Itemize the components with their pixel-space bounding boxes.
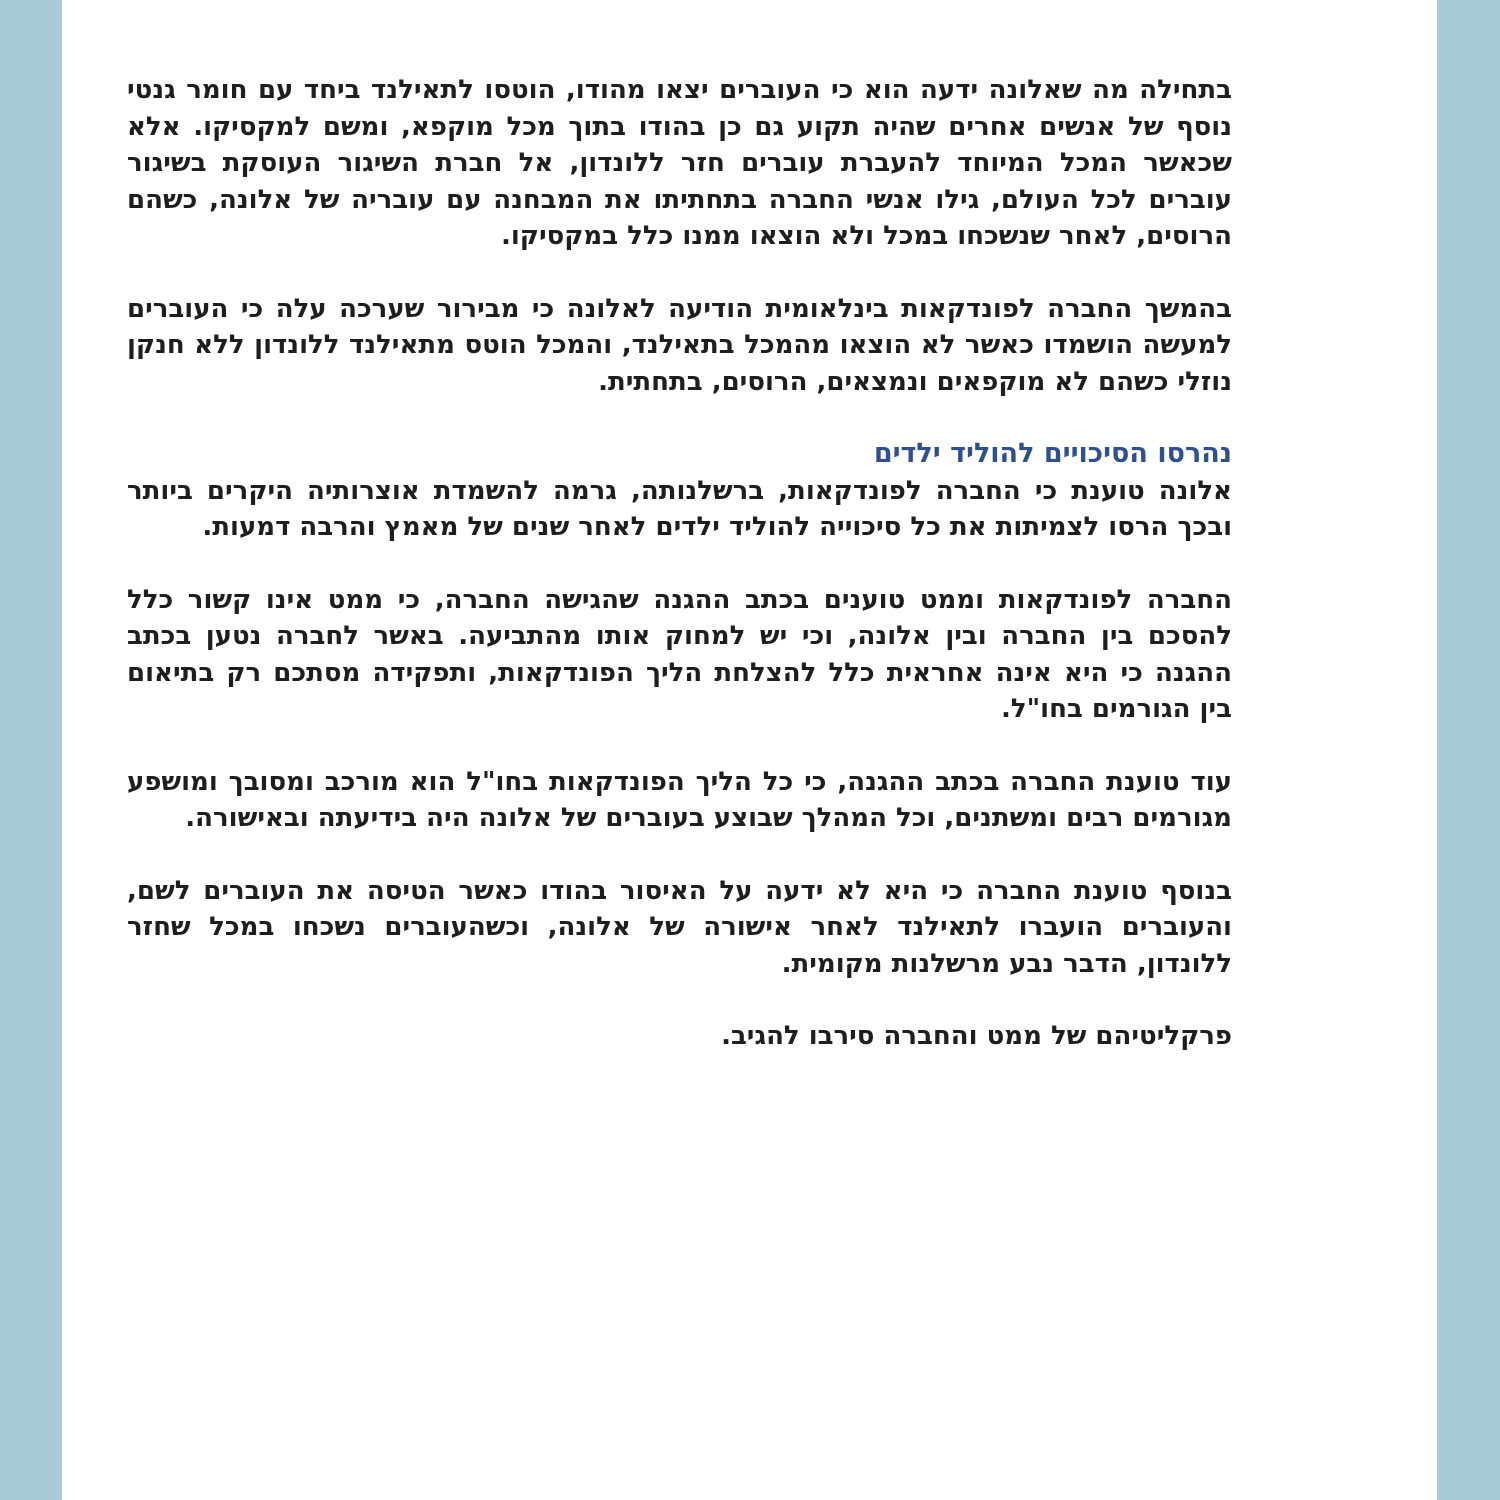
paragraph-2: בהמשך החברה לפונדקאות בינלאומית הודיעה לאלונה כי מבירור שערכה עלה כי העוברים למעשה הושמדו כאשר לא הוצאו מהמכל בתאילנד, והמכל הוטס מתאילנד ללונדון ללא חנקן נוזלי כשהם לא מוקפאים ונמצאים, הרוסים, בתחתית. xyxy=(127,293,1232,397)
document-page xyxy=(62,0,1437,1500)
section-heading: נהרסו הסיכויים להוליד ילדים xyxy=(873,438,1232,469)
paragraph-4: החברה לפונדקאות וממט טוענים בכתב ההגנה שהגישה החברה, כי ממט אינו קשור כלל להסכם בין החברה ובין אלונה, וכי יש למחוק אותו מהתביעה. באשר לחברה נטען בכתב ההגנה כי היא אינה אחראית כלל להצלחת הליך הפונדקאות, ותפקידה מסתכם רק בתיאום בין הגורמים בחו"ל. xyxy=(127,584,1232,724)
paragraph-5: עוד טוענת החברה בכתב ההגנה, כי כל הליך הפונדקאות בחו"ל הוא מורכב ומסובך ומושפע מגורמים רבים ומשתנים, וכל המהלך שבוצע בעוברים של אלונה היה בידיעתה ובאישורה. xyxy=(127,766,1232,833)
paragraph-7: פרקליטיהם של ממט והחברה סירבו להגיב. xyxy=(721,1021,1232,1051)
paragraph-3: אלונה טוענת כי החברה לפונדקאות, ברשלנותה, גרמה להשמדת אוצרותיה היקרים ביותר ובכך הרסו לצמיתות את כל סיכוייה להוליד ילדים לאחר שנים של מאמץ והרבה דמעות. xyxy=(127,475,1232,542)
article-body xyxy=(127,72,1232,1091)
paragraph-1: בתחילה מה שאלונה ידעה הוא כי העוברים יצאו מהודו, הוטסו לתאילנד ביחד עם חומר גנטי נוסף של אנשים אחרים שהיה תקוע גם כן בהודו בתוך מכל מוקפא, ומשם למקסיקו. אלא שכאשר המכל המיוחד להעברת עוברים חזר ללונדון, אל חברת השיגור העוסקת בשיגור עוברים לכל העולם, גילו אנשי החברה בתחתיתו את המבחנה עם עובריה של אלונה, כשהם הרוסים, לאחר שנשכחו במכל ולא הוצאו ממנו כלל במקסיקו. xyxy=(127,75,1232,251)
paragraph-6: בנוסף טוענת החברה כי היא לא ידעה על האיסור בהודו כאשר הטיסה את העוברים לשם, והעוברים הועברו לתאילנד לאחר אישורה של אלונה, וכשהעוברים נשכחו במכל שחזר ללונדון, הדבר נבע מרשלנות מקומית. xyxy=(127,875,1232,979)
